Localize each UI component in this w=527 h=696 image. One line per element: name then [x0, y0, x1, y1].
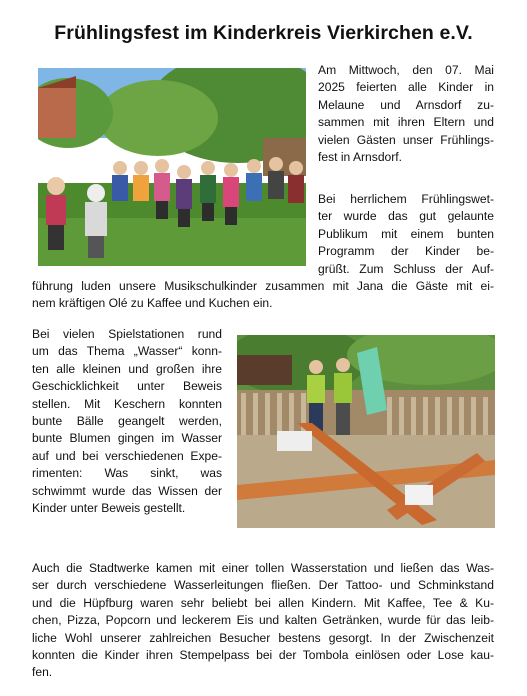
text-line: Am Mittwoch, den 07. Mai [318, 63, 494, 77]
page-title: Frühlingsfest im Kinderkreis Vierkirchen e.V. [54, 22, 473, 44]
text-line: chen, Pizza, Popcorn und leckerem Eis und kalten Getränken, wurde für das leib- [32, 613, 494, 628]
text-line: und die Hüpfburg waren sehr beliebt bei allen Kindern. Mit Kaffee, Tee & Ku- [32, 595, 494, 610]
text-line: liche Wohl unserer zahlreichen Besucher bestens gesorgt. In der Zwischenzeit [32, 630, 494, 645]
text-line: nem kräftigen Olé zu Kaffee und Kuchen ein. [32, 296, 273, 311]
text-line: schwimmt wurde das Wissen der [32, 483, 222, 498]
text-line: Geschicklichkeit unter Beweis [32, 379, 222, 394]
text-line: Bei herrlichem Frühlingswet- [318, 192, 494, 206]
stadtwerke-paragraph [32, 560, 494, 682]
game-stations-paragraph [32, 326, 222, 517]
text-line: führung luden unsere Musikschulkinder zusammen mit Jana die Gäste mit ei- [32, 279, 494, 293]
text-line: Publikum mit einem bunten [318, 226, 494, 241]
text-line: auf und bei verschiedenen Expe- [32, 448, 222, 463]
photo-children-group [38, 68, 306, 266]
text-line: fen. [32, 665, 53, 680]
text-line: Programm der Kinder be- [318, 244, 494, 259]
text-line: ten alle kleinen und großen ihre [32, 361, 222, 376]
text-line: Bei vielen Spielstationen rund [32, 327, 222, 341]
text-line: Kinder unter Beweis gestellt. [32, 501, 186, 516]
text-line: rimenten: Was sinkt, was [32, 466, 222, 481]
text-line: Melaune und Arnsdorf zu- [318, 97, 494, 112]
text-line: um das Thema „Wasser“ konn- [32, 344, 222, 359]
text-line: grüßt. Zum Schluss der Auf- [318, 261, 494, 276]
text-line: Auch die Stadtwerke kamen mit einer tollen Wasserstation und ließen das Was- [32, 561, 494, 575]
text-line: sammen mit ihren Eltern und [318, 115, 494, 130]
text-line: bunte Bälle geangelt werden, [32, 414, 222, 429]
text-line: vielen Gästen unser Frühlings- [318, 132, 494, 147]
photo-water-station [237, 335, 495, 528]
text-line: ser durch verschiedene Wasserleitungen fließen. Der Tattoo- und Schminkstand [32, 578, 494, 593]
text-line: ter wurde das gut gelaunte [318, 209, 494, 224]
text-line: 2025 feierten alle Kinder in [318, 80, 494, 95]
program-paragraph [318, 191, 494, 278]
text-line: stellen. Mit Keschern konnten [32, 396, 222, 411]
text-line: fest in Arnsdorf. [318, 150, 403, 165]
text-line: konnten die Kinder ihren Stempelpass bei der Tombola einlösen oder Lose kau- [32, 648, 494, 663]
text-line: bunte Blumen gingen im Wasser [32, 431, 222, 446]
intro-paragraph [318, 62, 494, 166]
program-paragraph-continued [32, 278, 494, 313]
